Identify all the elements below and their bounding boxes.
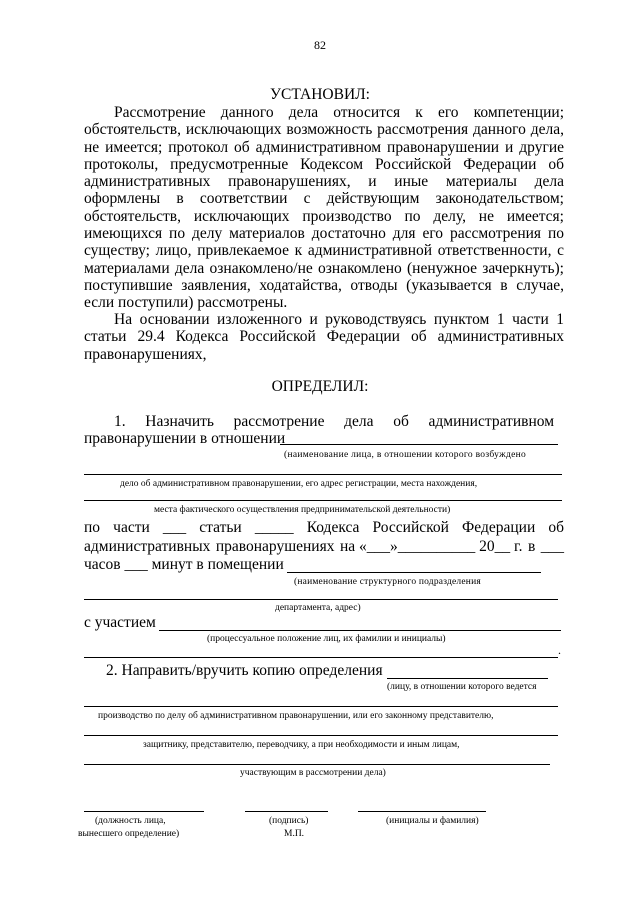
article-field[interactable]: _____ bbox=[254, 519, 294, 536]
caption-unit: (наименование структурного подразделения bbox=[294, 577, 481, 587]
caption-defender: защитнику, представителю, переводчику, а при необходимости и иным лицам, bbox=[143, 740, 460, 750]
row2-word: правонарушениях bbox=[215, 538, 335, 555]
hour-field[interactable]: ___ bbox=[540, 538, 564, 555]
caption-initials: (инициалы и фамилия) bbox=[386, 816, 479, 826]
participants-field-line[interactable] bbox=[159, 630, 561, 631]
participants-field-line-2[interactable] bbox=[84, 657, 558, 658]
item-2-text: 2. Направить/вручить копию определения bbox=[106, 662, 383, 679]
dept-field-line[interactable] bbox=[84, 599, 558, 600]
participation-label: с участием bbox=[84, 614, 156, 631]
caption-participating: участвующим в рассмотрении дела) bbox=[240, 768, 386, 778]
row1-word: Федерации bbox=[462, 519, 536, 536]
row-part-article bbox=[84, 519, 564, 537]
place-field-line[interactable] bbox=[84, 500, 562, 501]
case-field-line[interactable] bbox=[84, 474, 562, 475]
room-field-line[interactable] bbox=[287, 572, 541, 573]
caption-position: (должность лица, bbox=[95, 816, 166, 826]
caption-person: (лицу, в отношении которого ведется bbox=[387, 682, 537, 692]
caption-case: дело об административном правонарушении, его адрес регистрации, места нахождения, bbox=[120, 479, 478, 489]
initials-signature-line[interactable] bbox=[358, 811, 486, 812]
paragraph-established: Рассмотрение данного дела относится к его компетенции; обстоятельств, исключающих возможность рассмотрения данного дела, не имеется; протокол об административном правонарушении и другие протоколы, предусмотренные Кодексом Российской Федерации об административных правонарушениях, и иные материалы дела оформлены в соответствии с действующим законодательством; обстоятельств, исключающих производство по делу, не имеется; имеющихся по делу материалов достаточно для его рассмотрения по существу; лицо, привлекаемое к административной ответственности, с материалами дела ознакомлено/не ознакомлено (ненужное зачеркнуть); поступившие заявления, ходатайства, отводы (указывается в случае, если поступили) рассмотрены. bbox=[84, 104, 564, 312]
caption-participants: (процессуальное положение лиц, их фамилии и инициалы) bbox=[207, 634, 446, 644]
name-field-line[interactable] bbox=[280, 444, 558, 445]
date-field[interactable]: на «___»__________ 20__ г. bbox=[339, 538, 523, 555]
caption-proceedings: производство по делу об административном правонарушении, или его законному представителю, bbox=[98, 711, 494, 721]
row1-word: по bbox=[84, 519, 101, 536]
row1-word: об bbox=[548, 519, 564, 536]
participating-field-line[interactable] bbox=[84, 764, 550, 765]
copy-field-line[interactable] bbox=[387, 678, 548, 679]
caption-name: (наименование лица, в отношении которого возбуждено bbox=[284, 450, 527, 460]
defender-field-line[interactable] bbox=[84, 735, 558, 736]
row-date bbox=[84, 538, 564, 556]
item-1-text: 1. Назначить рассмотрение дела об административном правонарушении в отношении bbox=[84, 413, 554, 448]
row1-word: статьи bbox=[199, 519, 242, 536]
caption-dept: департамента, адрес) bbox=[275, 603, 361, 613]
caption-position-2: вынесшего определение) bbox=[78, 829, 180, 839]
caption-place: места фактического осуществления предпринимательской деятельности) bbox=[154, 505, 451, 515]
proceedings-field-line[interactable] bbox=[84, 706, 558, 707]
stamp-label: М.П. bbox=[284, 829, 305, 839]
row1-word: Российской bbox=[372, 519, 449, 536]
row3-start: часов ___ минут в помещении bbox=[84, 556, 284, 573]
heading-determined: ОПРЕДЕЛИЛ: bbox=[271, 378, 369, 395]
heading-established: УСТАНОВИЛ: bbox=[270, 86, 370, 103]
caption-signature: (подпись) bbox=[269, 816, 309, 826]
position-signature-line[interactable] bbox=[84, 811, 204, 812]
row1-word: части bbox=[113, 519, 150, 536]
row2-word: административных bbox=[84, 538, 211, 555]
page-number: 82 bbox=[314, 38, 326, 52]
row1-word: Кодекса bbox=[306, 519, 360, 536]
part-field[interactable]: ___ bbox=[162, 519, 187, 536]
signature-line[interactable] bbox=[245, 811, 328, 812]
paragraph-basis: На основании изложенного и руководствуясь пунктом 1 части 1 статьи 29.4 Кодекса Российской Федерации об административных правонарушениях, bbox=[84, 311, 564, 363]
period-mark: . bbox=[558, 643, 561, 657]
row2-word: в bbox=[527, 538, 536, 555]
